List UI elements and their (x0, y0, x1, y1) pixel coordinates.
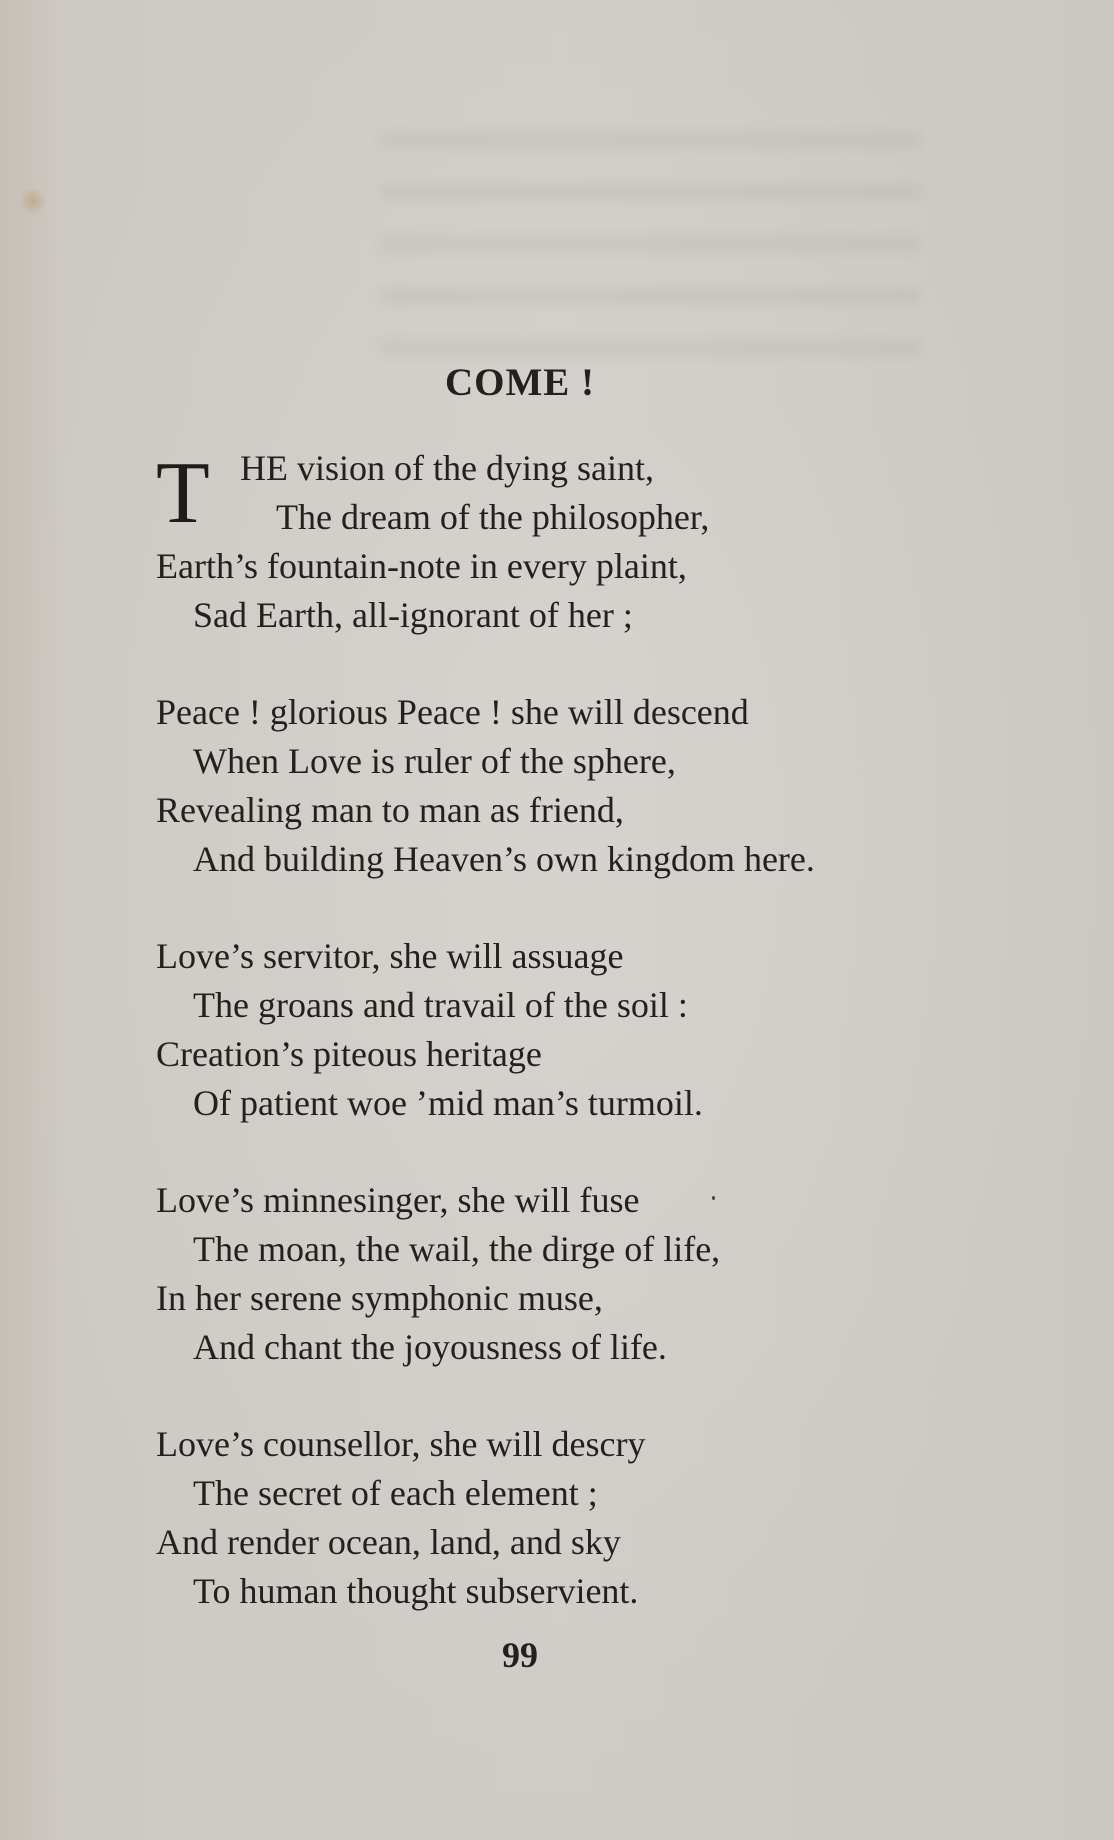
poem-line: Earth’s fountain-note in every plaint, (156, 546, 687, 586)
poem-line: Love’s servitor, she will assuage (156, 936, 624, 976)
poem-line: Love’s counsellor, she will descry (156, 1424, 646, 1464)
poem-line: The moan, the wail, the dirge of life, (193, 1229, 721, 1269)
poem-line: Creation’s piteous heritage (156, 1034, 542, 1074)
poem-line: Revealing man to man as friend, (156, 790, 624, 830)
stanza-2 (156, 688, 1056, 884)
poem-line: Peace ! glorious Peace ! she will descend (156, 692, 749, 732)
poem-line: The groans and travail of the soil : (193, 985, 688, 1025)
poem-line: Love’s minnesinger, she will fuse (156, 1180, 640, 1220)
poem-line: In her serene symphonic muse, (156, 1278, 603, 1318)
poem-line: And building Heaven’s own kingdom here. (193, 839, 815, 879)
poem-title: COME ! (444, 361, 596, 404)
paper-stain (18, 188, 48, 214)
poem-line: Of patient woe ’mid man’s turmoil. (193, 1083, 703, 1123)
ink-speck (712, 1196, 715, 1200)
poem-body (156, 444, 1056, 1664)
poem-line: And render ocean, land, and sky (156, 1522, 621, 1562)
drop-cap: T (156, 445, 210, 542)
stanza-1 (156, 444, 1056, 640)
poem-line-text: HE vision of the dying saint, (240, 448, 654, 488)
stanza-3 (156, 932, 1056, 1128)
poem-line: When Love is ruler of the sphere, (193, 741, 676, 781)
page-number: 99 (502, 1635, 538, 1675)
poem-line: Sad Earth, all-ignorant of her ; (193, 595, 633, 635)
poem-line: To human thought subservient. (193, 1571, 639, 1611)
poem-line: The dream of the philosopher, (276, 497, 710, 537)
stanza-4 (156, 1176, 1056, 1372)
poem-line: The secret of each element ; (193, 1473, 598, 1513)
stanza-5 (156, 1420, 1056, 1616)
show-through-text (380, 95, 920, 375)
poem-line: And chant the joyousness of life. (193, 1327, 667, 1367)
